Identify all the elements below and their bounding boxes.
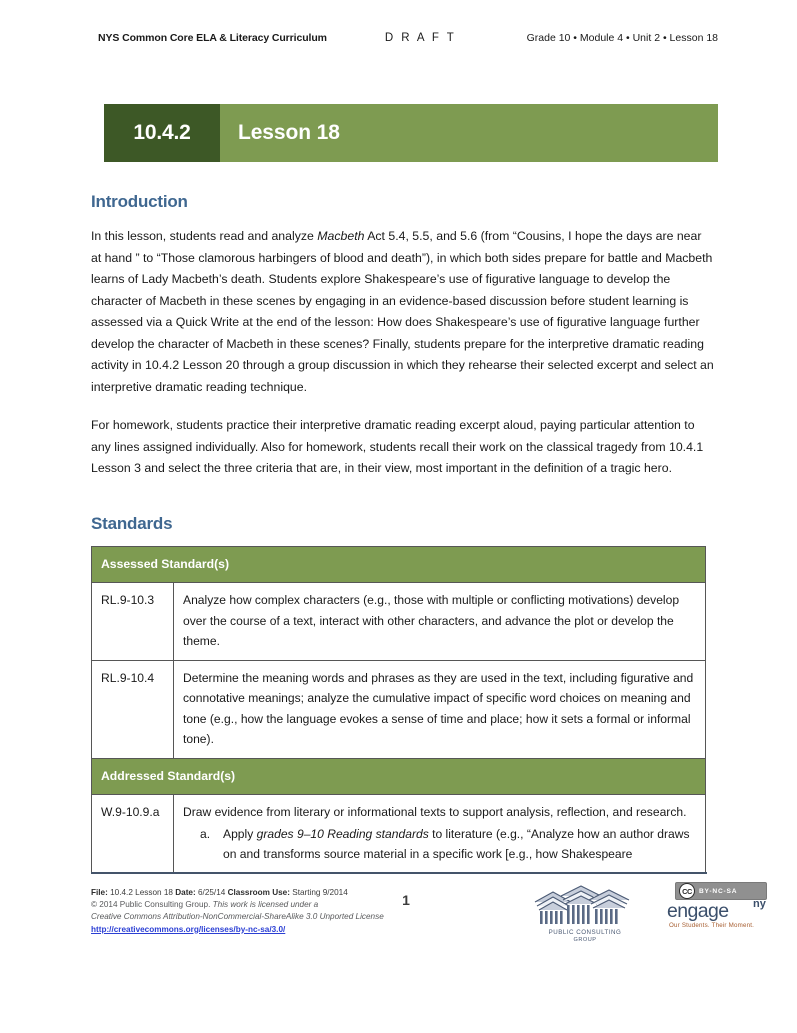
table-row: [92, 660, 706, 758]
footer-license-link-row: [91, 924, 421, 936]
table-row-addressed-header: [92, 758, 706, 795]
columns-icon: [531, 884, 639, 930]
addressed-standards-header: Addressed Standard(s): [92, 758, 706, 795]
footer-license-name: Creative Commons Attribution-NonCommercial-ShareAlike 3.0 Unported License: [91, 912, 384, 922]
footer-date-value: 6/25/14: [198, 888, 226, 897]
engageny-logo: [661, 882, 779, 938]
footer-license-text: [91, 887, 421, 936]
intro-par1-italic-title: Macbeth: [317, 229, 365, 243]
footer-license-phrase: This work is licensed under a: [212, 900, 319, 910]
table-row-assessed-header: [92, 546, 706, 583]
lesson-title-banner: [104, 104, 718, 162]
assessed-standards-header: Assessed Standard(s): [92, 546, 706, 583]
standard-description: Determine the meaning words and phrases as they are used in the text, including figurative and connotative meanings; analyze the cumulative impact of specific word choices on meaning and tone (e.g., how the language evokes a sense of time and place; how it sets a formal or informal tone).: [174, 660, 706, 758]
standard-description: Analyze how complex characters (e.g., those with multiple or conflicting motivations) develop over the course of a text, interact with other characters, and advance the plot or develop the theme.: [174, 583, 706, 661]
public-consulting-group-logo: [531, 884, 639, 943]
banner-lesson-title: Lesson 18: [220, 104, 718, 162]
standard-description-with-substandard: [174, 795, 706, 874]
footer-date-label: Date:: [175, 888, 196, 897]
header-draft-label: D R A F T: [384, 32, 457, 44]
standard-description: Draw evidence from literary or informational texts to support analysis, reflection, and research.: [183, 805, 687, 819]
standards-heading: Standards: [91, 513, 173, 533]
substandard-item: [183, 824, 696, 865]
document-content: [91, 192, 715, 874]
intro-par1-segment-2: Act 5.4, 5.5, and 5.6 (from “Cousins, I hope the days are near at hand ” to “Those clamorous harbingers of blood and death”), in which both sides prepare for battle and Macbeth learns of Lady Macbeth’s death. Students explore Shakespeare’s use of figurative language to develop the character of Macbeth in these scenes by engaging in an evidence-based discussion before student learning is assessed via a Quick Write at the end of the lesson: How does Shakespeare’s use of figurative language further develop the character of Macbeth in these scenes? Finally, students prepare for the interpretive dramatic reading activity in 10.4.2 Lesson 20 through a group discussion in which they rehearse their selected excerpt and select an interpretive dramatic reading technique.: [91, 229, 714, 394]
standards-table: [91, 546, 706, 874]
creative-commons-terms: BY-NC-SA: [699, 887, 738, 895]
introduction-paragraph-1: [91, 226, 715, 398]
footer-file-line: [91, 887, 421, 899]
intro-par1-segment-1: In this lesson, students read and analyze: [91, 229, 318, 243]
engage-wordmark: engage: [667, 900, 729, 922]
footer-classroom-value: Starting 9/2014: [292, 888, 348, 897]
table-row: [92, 583, 706, 661]
footer-copyright: © 2014 Public Consulting Group.: [91, 900, 213, 910]
running-header: [98, 32, 718, 44]
substandard-segment-2: to literature (e.g., “Analyze how an author draws on and transforms source material in a specific work [e.g., how Shakespeare: [223, 826, 690, 861]
introduction-heading: Introduction: [91, 192, 188, 211]
footer-license-link[interactable]: http://creativecommons.org/licenses/by-nc-sa/3.0/: [91, 924, 286, 934]
banner-module-code: 10.4.2: [104, 104, 220, 162]
substandard-italic-phrase: grades 9–10 Reading standards: [256, 826, 429, 841]
creative-commons-icon: CC: [679, 883, 695, 899]
footer-file-value: 10.4.2 Lesson 18: [110, 888, 173, 897]
pcg-caption-line1: PUBLIC CONSULTING: [548, 929, 622, 936]
table-row: [92, 795, 706, 874]
page-footer: [91, 882, 766, 952]
footer-copyright-line: [91, 899, 421, 911]
standard-code: W.9-10.9.a: [92, 795, 174, 874]
header-lesson-locator: Grade 10 • Module 4 • Unit 2 • Lesson 18: [526, 32, 718, 44]
page-number: 1: [402, 892, 410, 908]
standard-code: RL.9-10.4: [92, 660, 174, 758]
substandard-marker: a.: [200, 826, 211, 841]
engage-tagline: Our Students. Their Moment.: [669, 922, 755, 929]
footer-classroom-label: Classroom Use:: [227, 888, 290, 897]
substandard-text: [223, 824, 696, 865]
substandard-segment-1: Apply: [223, 826, 257, 841]
pcg-caption-line2: GROUP: [573, 937, 597, 943]
engage-ny-suffix: ny: [753, 898, 766, 910]
footer-file-label: File:: [91, 888, 108, 897]
footer-divider: [91, 872, 707, 874]
header-curriculum-title: NYS Common Core ELA & Literacy Curriculum: [98, 32, 327, 44]
standard-code: RL.9-10.3: [92, 583, 174, 661]
introduction-paragraph-2: For homework, students practice their interpretive dramatic reading excerpt aloud, paying particular attention to any lines assigned individually. Also for homework, students recall their work on the classical tragedy from 10.4.1 Lesson 3 and select the three criteria that are, in their view, most important in the definition of a tragic hero.: [91, 418, 704, 475]
